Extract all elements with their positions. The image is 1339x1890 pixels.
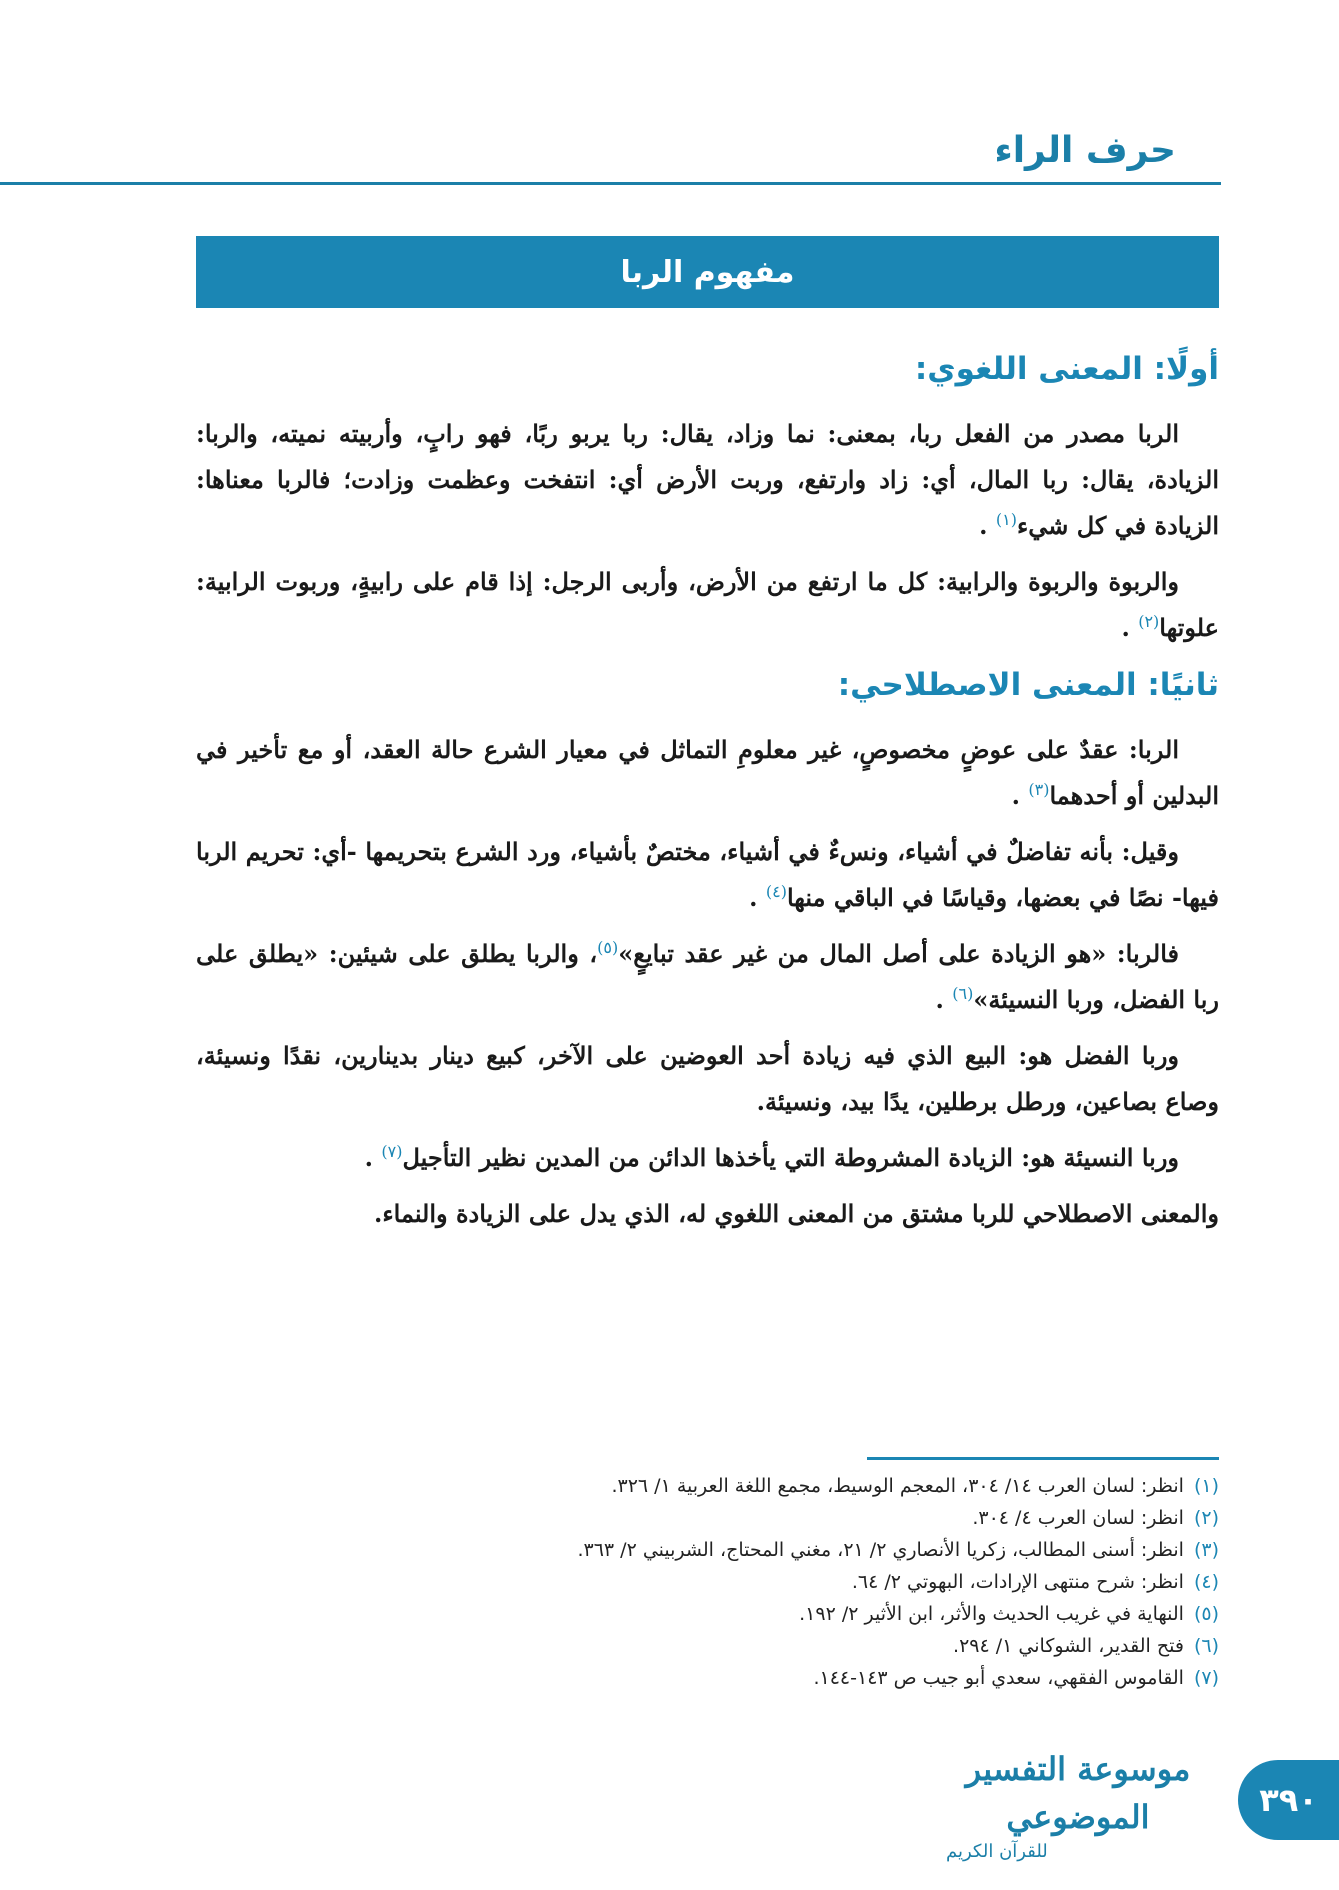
paragraph: الربا مصدر من الفعل ربا، بمعنى: نما وزاد، يقال: ربا يربو ربًا، فهو رابٍ، وأربيته نميته، والربا: الزيادة، يقال: ربا المال، أي: زاد وارتفع، وربت الأرض أي: انتفخت وعظمت وزادت؛ فالربا معناها: الزيادة في كل شيء$^{(١)}$ . [196,419,1219,540]
footnote: (٦)فتح القدير، الشوكاني ١/ ٢٩٤. [953,1635,1219,1657]
footnote: (٤)انظر: شرح منتهى الإرادات، البهوتي ٢/ ٦٤. [851,1571,1219,1593]
footnote-separator [867,1457,1219,1460]
footnote-ref[interactable]: (٥) [597,938,619,957]
encyclopedia-logo [928,1745,1228,1862]
footnote: (٥)النهاية في غريب الحديث والأثر، ابن الأثير ٢/ ١٩٢. [799,1603,1219,1625]
footnote-ref[interactable]: (٦) [952,984,974,1003]
page-number-badge [1238,1760,1339,1840]
paragraph: وقيل: بأنه تفاضلٌ في أشياء، ونسءٌ في أشياء، مختصٌ بأشياء، ورد الشرع بتحريمها -أي: تحريم الربا فيها- نصًا في بعضها، وقياسًا في الباقي منها$^{(٤)}$ . [196,837,1219,912]
footnote: (٧)القاموس الفقهي، سعدي أبو جيب ص ١٤٣-١٤٤. [813,1667,1219,1689]
section-heading-linguistic: أولًا: المعنى اللغوي: [914,351,1219,387]
footnote-ref[interactable]: (٢) [1138,612,1160,631]
footnote-ref[interactable]: (١) [995,510,1017,529]
title-banner [196,236,1219,308]
logo-subtitle: للقرآن الكريم [946,1841,1048,1862]
paragraph: والمعنى الاصطلاحي للربا مشتق من المعنى اللغوي له، الذي يدل على الزيادة والنماء. [373,1199,1219,1228]
paragraph: فالربا: «هو الزيادة على أصل المال من غير عقد تبايعٍ»$^{(٥)}$، والربا يطلق على شيئين: «يطلق على ربا الفضل، وربا النسيئة»$^{(٦)}$ . [196,938,1219,1014]
footnote: (٣)انظر: أسنى المطالب، زكريا الأنصاري ٢/ ٢١، مغني المحتاج، الشربيني ٢/ ٣٦٣. [577,1539,1219,1561]
running-head: حرف الراء [994,130,1176,171]
footnote: (١)انظر: لسان العرب ١٤/ ٣٠٤، المعجم الوسيط، مجمع اللغة العربية ١/ ٣٢٦. [611,1475,1219,1497]
paragraph: وربا الفضل هو: البيع الذي فيه زيادة أحد العوضين على الآخر، كبيع دينار بدينارين، نقدًا ونسيئة، وصاع بصاعين، ورطل برطلين، يدًا بيد، ونسيئة. [196,1041,1219,1116]
page-title: مفهوم الربا [620,254,795,290]
paragraph: الربا: عقدٌ على عوضٍ مخصوصٍ، غير معلومِ التماثل في معيار الشرع حالة العقد، أو مع تأخير في البدلين أو أحدهما$^{(٣)}$ . [196,735,1219,810]
logo-title: موسوعة التفسير الموضوعي [965,1750,1191,1836]
footnotes [196,1470,1219,1694]
footnote: (٢)انظر: لسان العرب ٤/ ٣٠٤. [972,1507,1219,1529]
footnote-ref[interactable]: (٧) [381,1142,403,1161]
footnote-ref[interactable]: (٣) [1028,780,1050,799]
footnote-ref[interactable]: (٤) [765,882,787,901]
section-heading-technical: ثانيًا: المعنى الاصطلاحي: [837,667,1219,703]
main-content [196,335,1219,1247]
page-number: ٣٩٠ [1259,1781,1318,1819]
header-rule [0,182,1221,185]
paragraph: والربوة والربوة والرابية: كل ما ارتفع من الأرض، وأربى الرجل: إذا قام على رابيةٍ، وربوت الرابية: علوتها$^{(٢)}$ . [196,567,1219,642]
paragraph: وربا النسيئة هو: الزيادة المشروطة التي يأخذها الدائن من المدين نظير التأجيل$^{(٧)}$ . [364,1142,1179,1172]
